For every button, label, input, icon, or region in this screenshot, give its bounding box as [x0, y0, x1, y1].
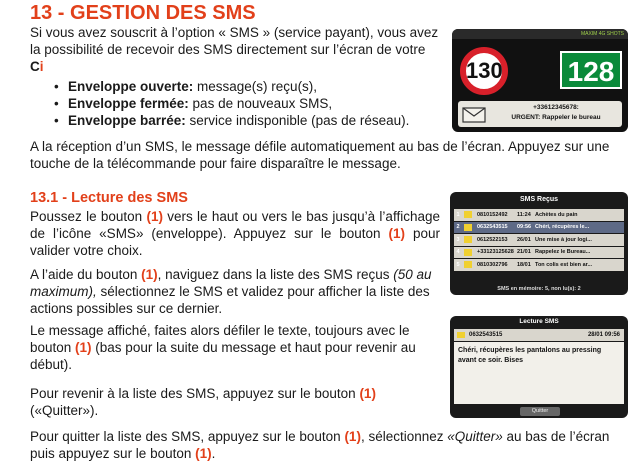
- sms-ticker: [458, 101, 622, 127]
- envelope-icon: [464, 261, 472, 268]
- intro-paragraph: [30, 24, 442, 75]
- screen-sms-read: [450, 316, 628, 418]
- envelope-item: • Enveloppe fermée: pas de nouveaux SMS,: [54, 96, 333, 111]
- sms-meta: [454, 329, 624, 341]
- section-title: 13 - GESTION DES SMS: [30, 2, 256, 24]
- envelope-icon: [464, 211, 472, 218]
- envelope-icon: [464, 236, 472, 243]
- paragraph-5: Pour quitter la liste des SMS, appuyez sur le bouton (1), sélectionnez «Quitter» au bas de l’écran puis appuyez sur le bouton (1).: [30, 429, 610, 461]
- sms-datetime: 28/01 09:56: [587, 332, 620, 338]
- reception-paragraph: A la réception d’un SMS, le message défile automatiquement au bas de l’écran. Appuyez sur une touche de la télécommande pour faire disparaître le message.: [30, 139, 610, 171]
- envelope-item: • Enveloppe barrée: service indisponible (pas de réseau).: [54, 113, 410, 128]
- quit-button[interactable]: Quitter: [520, 407, 560, 416]
- envelope-list: [50, 78, 450, 129]
- subsection-title: 13.1 - Lecture des SMS: [30, 190, 188, 206]
- brand-letter-c: C: [30, 59, 40, 74]
- envelope-icon: [464, 224, 472, 231]
- sms-sender: 0632543515: [469, 332, 503, 338]
- sms-memory-status: SMS en mémoire: 5, non lu(s): 2: [497, 286, 581, 292]
- speed-limit-sign: 130: [460, 47, 508, 95]
- envelope-icon: [462, 105, 486, 123]
- intro-text: Si vous avez souscrit à l’option « SMS » (service payant), vous avez la possibilité de recevoir des SMS directement sur l’écran de votre: [30, 25, 439, 57]
- envelope-item: • Enveloppe ouverte: message(s) reçu(s),: [54, 79, 318, 94]
- list-item[interactable]: 2 0632543515 09:56 Chéri, récupères le...: [454, 222, 624, 234]
- screen-driving-sms: [452, 29, 628, 132]
- brand-letter-i: i: [39, 59, 44, 74]
- screen-sms-list: [450, 192, 628, 295]
- screen-title: SMS Reçus: [519, 196, 559, 203]
- list-item[interactable]: 4 +33123125628 21/01 Rappelez le Bureau...: [454, 247, 624, 259]
- current-speed: 128: [560, 51, 622, 89]
- envelope-icon: [464, 249, 472, 256]
- sms-message-body: Chéri, récupères les pantalons au pressing avant ce soir. Bises: [454, 342, 624, 404]
- sms-sender: +33612345678:: [533, 104, 579, 111]
- envelope-icon: [457, 332, 465, 338]
- paragraph-1: Poussez le bouton (1) vers le haut ou vers le bas jusqu’à l’affichage de l’icône «SMS» (enveloppe). Appuyez sur le bouton (1) pour valider votre choix.: [30, 209, 440, 258]
- status-bar: MAXIM 4G SHOTS: [452, 29, 628, 39]
- sms-list: [454, 209, 624, 272]
- screen-title: Lecture SMS: [519, 318, 559, 325]
- list-item[interactable]: 5 0810302796 18/01 Ton colis est bien ar...: [454, 259, 624, 271]
- list-item[interactable]: 3 0612522153 26/01 Une mise à jour logi...: [454, 234, 624, 246]
- sms-text: URGENT: Rappeler le bureau: [511, 114, 601, 121]
- paragraph-2: A l’aide du bouton (1), naviguez dans la liste des SMS reçus (50 au maximum), sélectionnez le SMS et validez pour afficher la liste des actions possibles sur ce dernier.: [30, 267, 432, 316]
- paragraph-4: Pour revenir à la liste des SMS, appuyez sur le bouton (1) («Quitter»).: [30, 386, 376, 418]
- paragraph-3: Le message affiché, faites alors défiler le texte, toujours avec le bouton (1) (bas pour la suite du message et haut pour revenir au début).: [30, 323, 416, 372]
- list-item[interactable]: 1 0810152492 11:24 Achètes du pain: [454, 209, 624, 221]
